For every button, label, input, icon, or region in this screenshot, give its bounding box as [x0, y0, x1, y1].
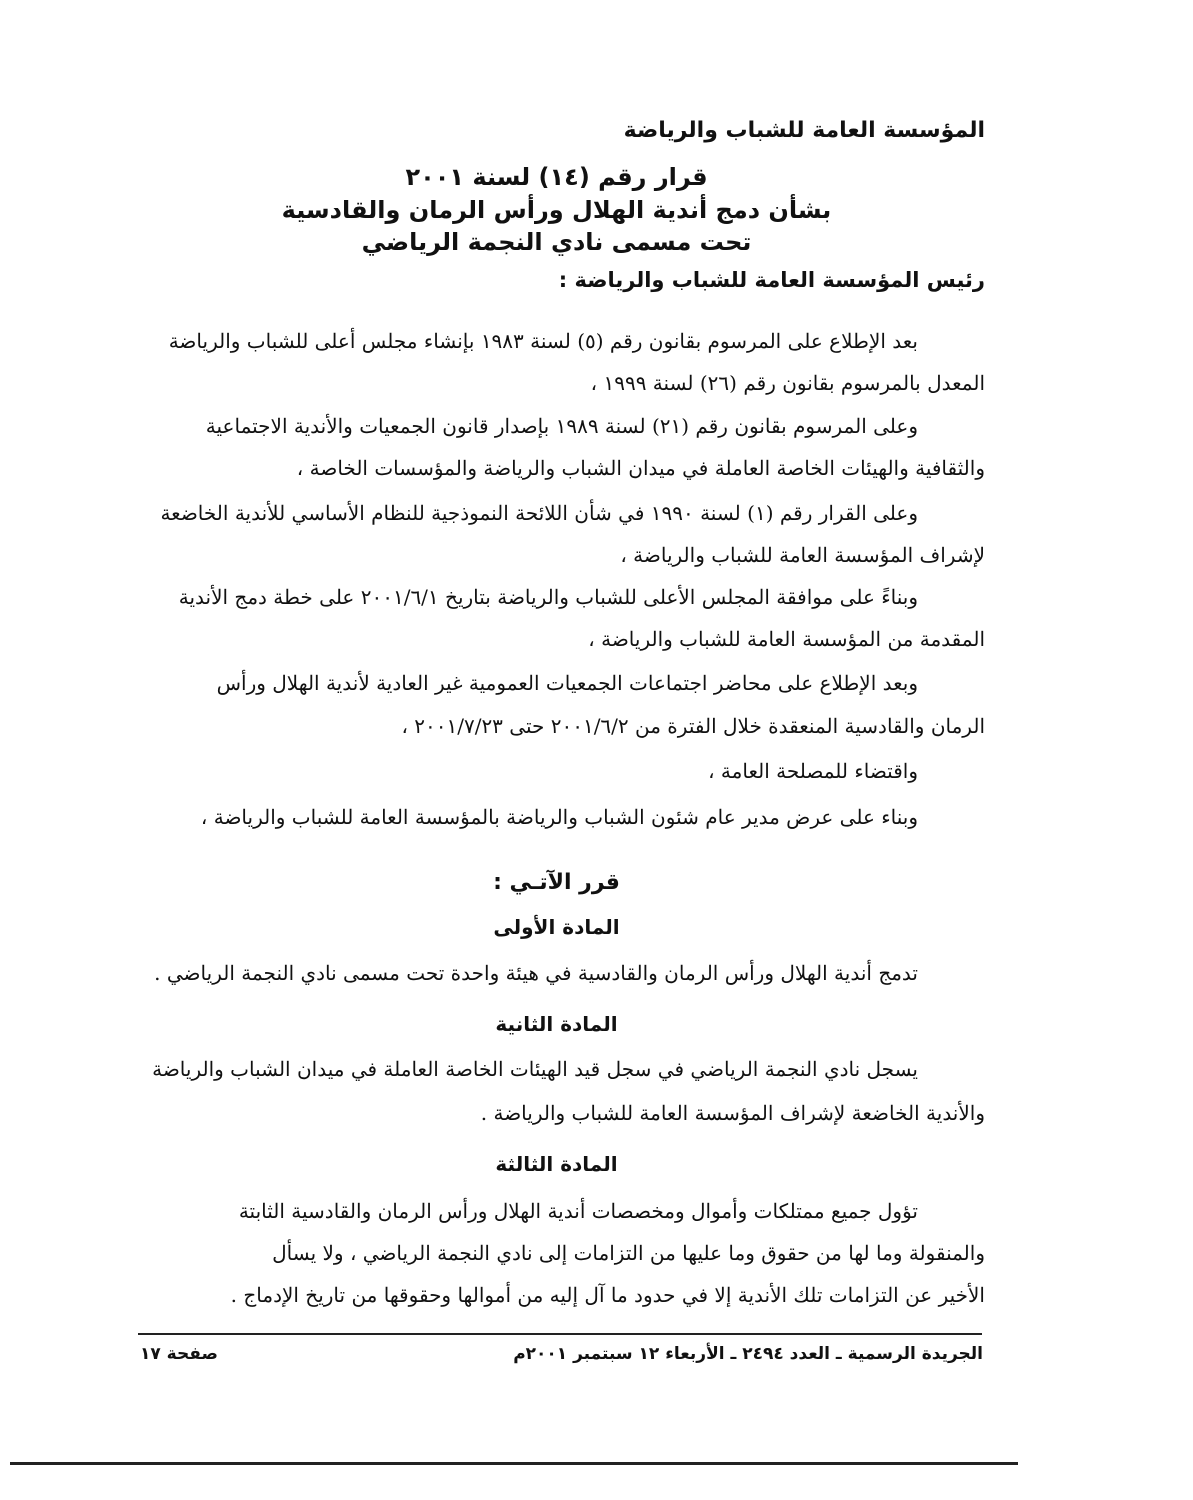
article-text: الأخير عن التزامات تلك الأندية إلا في حدود ما آل إليه من أموالها وحقوقها من تاريخ الإدماج . [230, 1283, 985, 1307]
resolved-heading: قرر الآتـي : [493, 870, 620, 895]
preamble-line: المقدمة من المؤسسة العامة للشباب والرياضة ، [588, 627, 985, 651]
page-bottom-rule [10, 1462, 1018, 1465]
footer-rule [138, 1333, 982, 1335]
preamble-line: وبناءً على موافقة المجلس الأعلى للشباب والرياضة بتاريخ ٢٠٠١/٦/١ على خطة دمج الأندية [178, 585, 918, 609]
preamble-line: وبعد الإطلاع على محاضر اجتماعات الجمعيات العمومية غير العادية لأندية الهلال ورأس [216, 671, 918, 695]
gazette-reference: الجريدة الرسمية ـ العدد ٢٤٩٤ ـ الأربعاء ١٢ سبتمبر ٢٠٠١م [513, 1344, 983, 1364]
preamble-line: والثقافية والهيئات الخاصة العاملة في ميدان الشباب والرياضة والمؤسسات الخاصة ، [296, 456, 985, 480]
preamble-line: وعلى المرسوم بقانون رقم (٢١) لسنة ١٩٨٩ بإصدار قانون الجمعيات والأندية الاجتماعية [205, 414, 918, 438]
article-text: والأندية الخاضعة لإشراف المؤسسة العامة للشباب والرياضة . [480, 1101, 985, 1125]
preamble-line: الرمان والقادسية المنعقدة خلال الفترة من ٢٠٠١/٦/٢ حتى ٢٠٠١/٧/٢٣ ، [401, 714, 985, 738]
decree-subject-name: تحت مسمى نادي النجمة الرياضي [361, 228, 752, 256]
decree-title: قرار رقم (١٤) لسنة ٢٠٠١ [405, 163, 708, 191]
preamble-line: بعد الإطلاع على المرسوم بقانون رقم (٥) لسنة ١٩٨٣ بإنشاء مجلس أعلى للشباب والرياضة [168, 329, 918, 353]
article-text: يسجل نادي النجمة الرياضي في سجل قيد الهيئات الخاصة العاملة في ميدان الشباب والرياضة [152, 1057, 918, 1081]
page-number: صفحة ١٧ [140, 1344, 218, 1364]
preamble-line: وبناء على عرض مدير عام شئون الشباب والرياضة بالمؤسسة العامة للشباب والرياضة ، [200, 805, 918, 829]
institution-name: المؤسسة العامة للشباب والرياضة [623, 118, 985, 143]
article-text: والمنقولة وما لها من حقوق وما عليها من التزامات إلى نادي النجمة الرياضي ، ولا يسأل [272, 1241, 985, 1265]
preamble-line: واقتضاء للمصلحة العامة ، [708, 759, 918, 783]
decree-subject: بشأن دمج أندية الهلال ورأس الرمان والقادسية [281, 196, 832, 224]
article-heading: المادة الثالثة [495, 1152, 618, 1176]
preamble-line: لإشراف المؤسسة العامة للشباب والرياضة ، [620, 543, 985, 567]
article-heading: المادة الثانية [495, 1012, 618, 1036]
preamble-line: المعدل بالمرسوم بقانون رقم (٢٦) لسنة ١٩٩٩ ، [590, 371, 985, 395]
issuer-line: رئيس المؤسسة العامة للشباب والرياضة : [558, 268, 985, 292]
preamble-line: وعلى القرار رقم (١) لسنة ١٩٩٠ في شأن اللائحة النموذجية للنظام الأساسي للأندية الخاضعة [160, 501, 918, 525]
article-text: تؤول جميع ممتلكات وأموال ومخصصات أندية الهلال ورأس الرمان والقادسية الثابتة [238, 1199, 918, 1223]
article-text: تدمج أندية الهلال ورأس الرمان والقادسية في هيئة واحدة تحت مسمى نادي النجمة الرياضي . [154, 961, 918, 985]
article-heading: المادة الأولى [493, 915, 620, 939]
